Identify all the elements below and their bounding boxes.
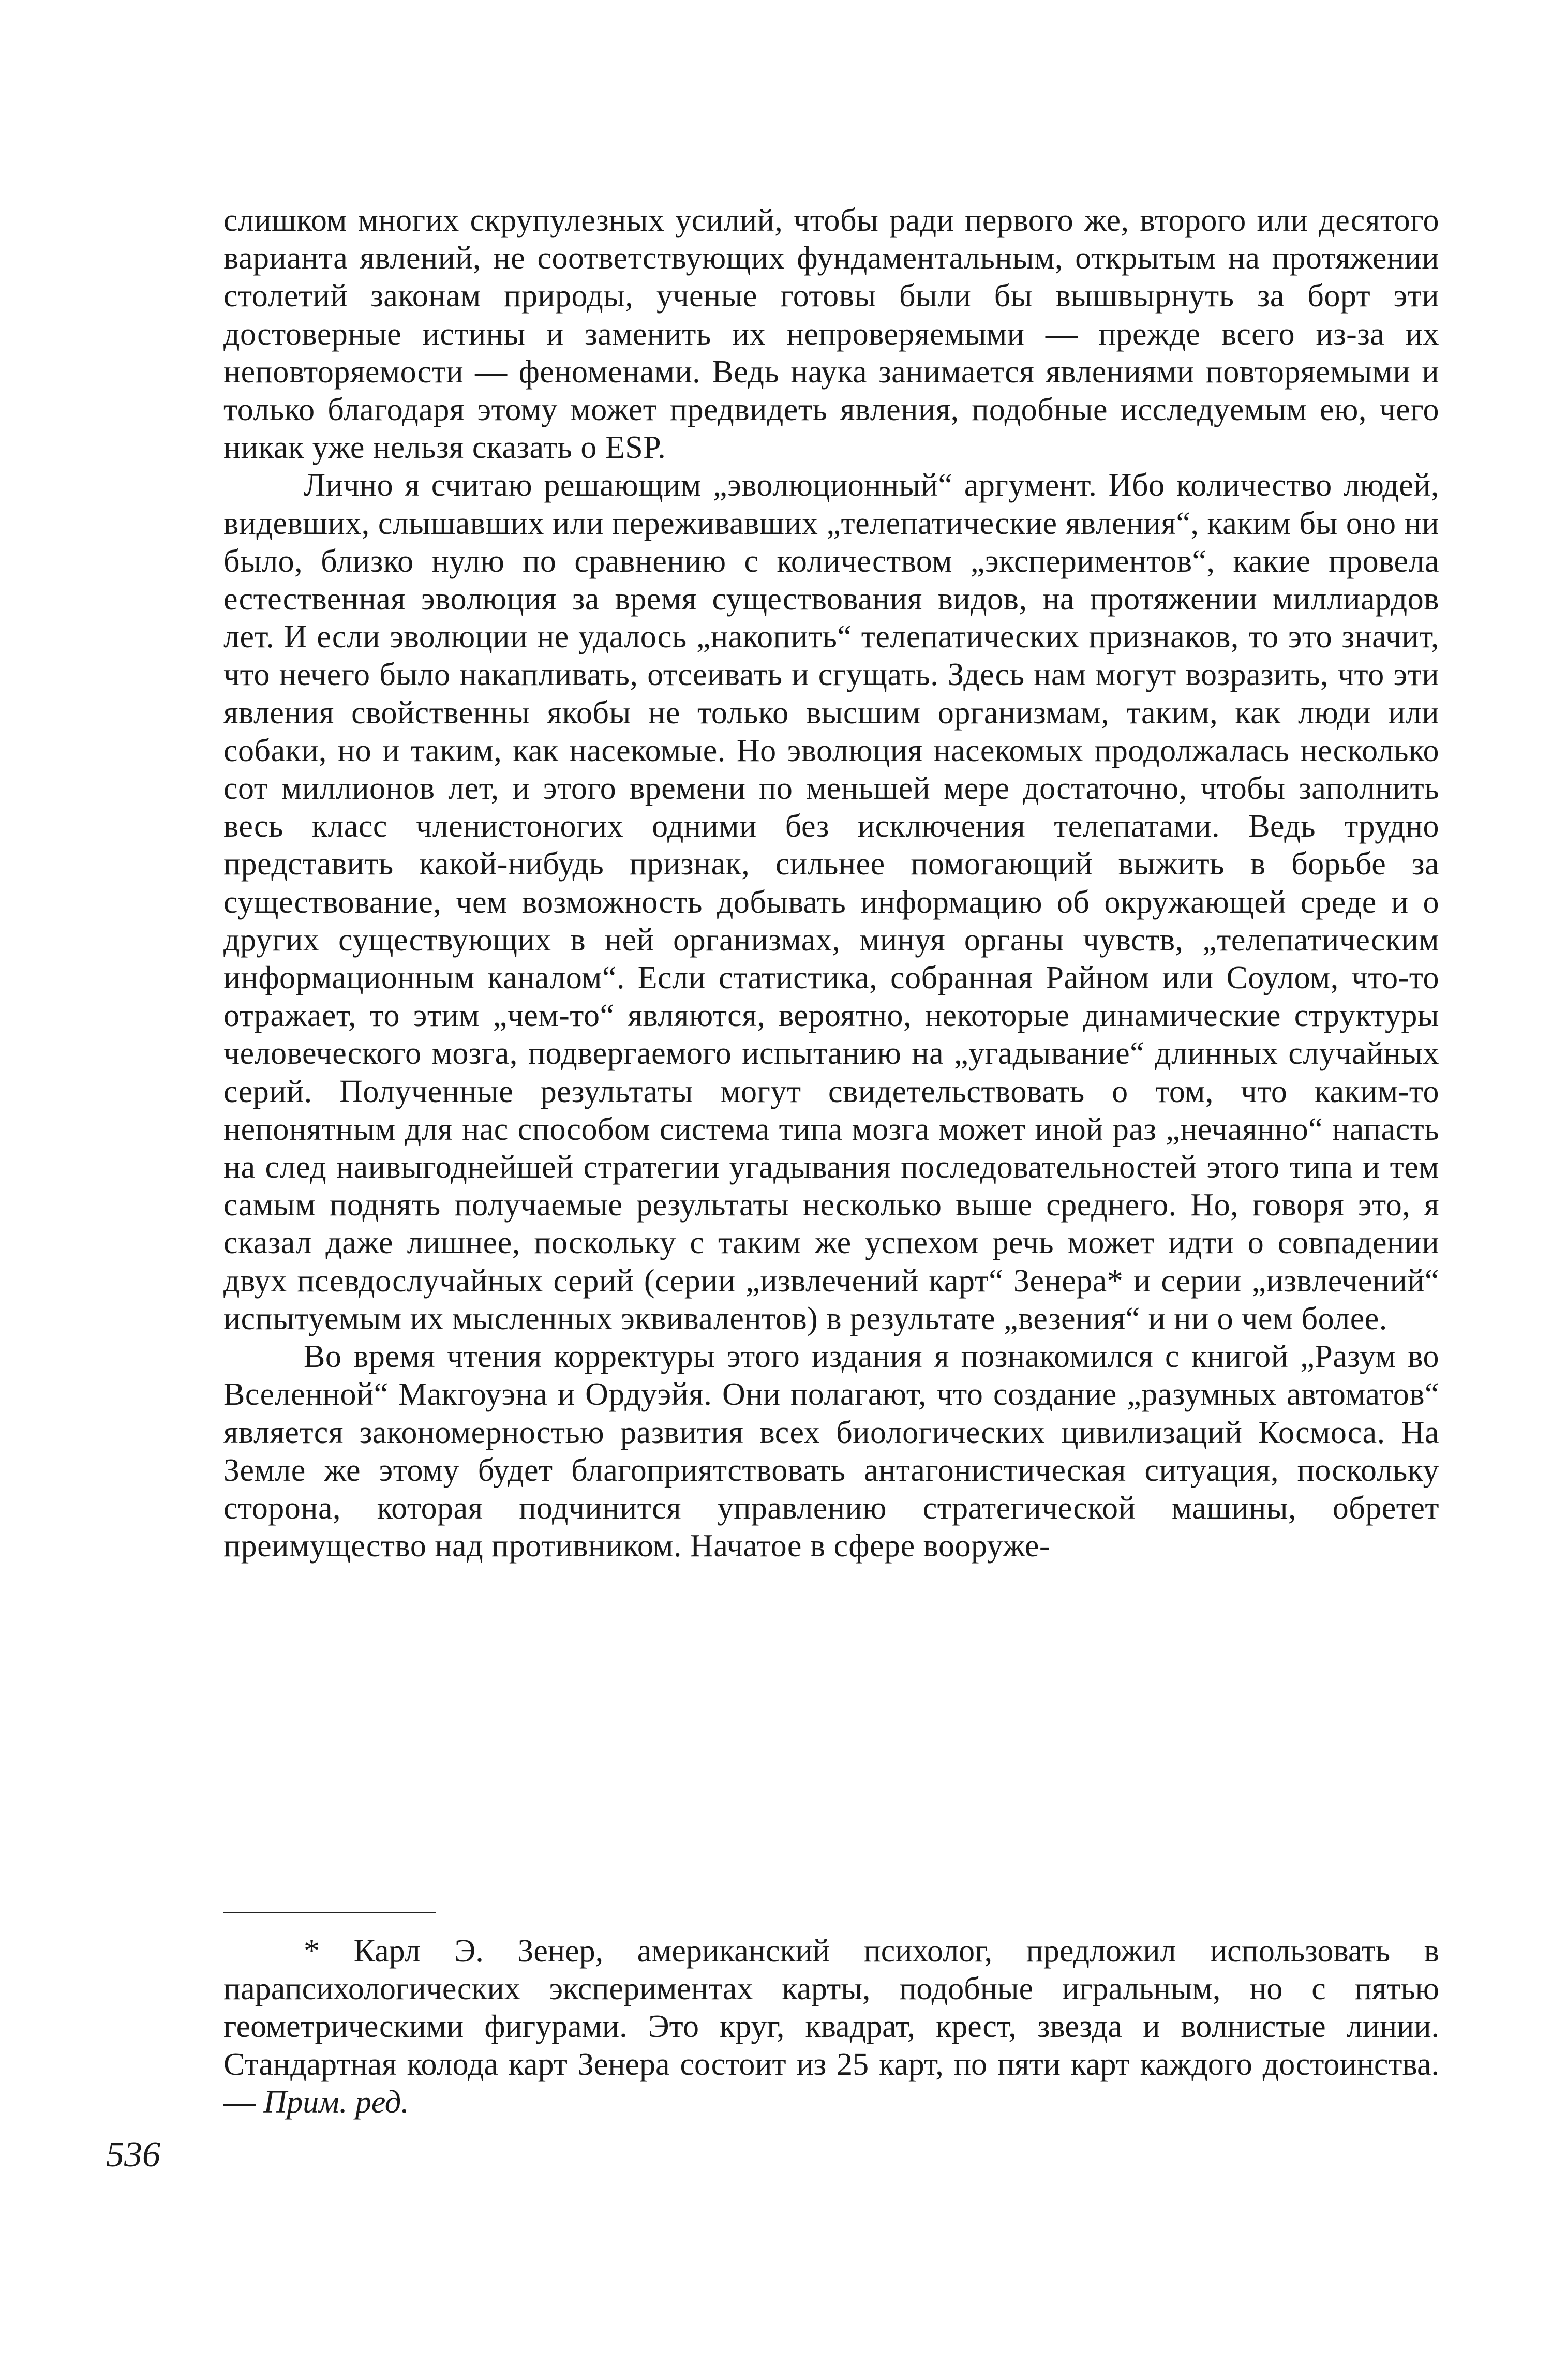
main-text <box>223 202 1439 1565</box>
page-number: 536 <box>106 2135 160 2175</box>
footnote-separator <box>223 1912 436 1913</box>
editor-note: Прим. ред. <box>263 2085 409 2120</box>
paragraph-evolution-argument: Лично я считаю решающим „эволюционный“ аргумент. Ибо количество людей, видевших, слышавших или переживавших „телепатические явления“, каким бы оно ни было, близко нулю по сравнению с количеством „экспериментов“, какие провела естественная эволюция за время существования видов, на протяжении миллиардов лет. И если эволюции не удалось „накопить“ телепатических признаков, то это значит, что нечего было накапливать, отсеивать и сгущать. Здесь нам могут возразить, что эти явления свойственны якобы не только высшим организмам, таким, как люди или собаки, но и таким, как насекомые. Но эволюция насекомых продолжалась несколько сот миллионов лет, и этого времени по меньшей мере достаточно, чтобы заполнить весь класс членистоногих одними без исключения телепатами. Ведь трудно представить какой-нибудь признак, сильнее помогающий выжить в борьбе за существование, чем возможность добывать информацию об окружающей среде и о других существующих в ней организмах, минуя органы чувств, „телепатическим информационным каналом“. Если статистика, собранная Райном или Соулом, что-то отражает, то этим „чем-то“ являются, вероятно, некоторые динамические структуры человеческого мозга, подвергаемого испытанию на „угадывание“ длинных случайных серий. Полученные результаты могут свидетельствовать о том, что каким-то непонятным для нас способом система типа мозга может иной раз „нечаянно“ напасть на след наивыгоднейшей стратегии угадывания последовательностей этого типа и тем самым поднять получаемые результаты несколько выше среднего. Но, говоря это, я сказал даже лишнее, поскольку с таким же успехом речь может идти о совпадении двух псевдослучайных серий (серии „извлечений карт“ Зенера* и серии „извлечений“ испытуемым их мысленных эквивалентов) в результате „везения“ и ни о чем более. <box>223 468 1439 1336</box>
footnote-text: * Карл Э. Зенер, американский психолог, предложил использовать в парапсихологических экспериментах карты, подобные игральным, но с пятью геометрическими фигурами. Это круг, квадрат, крест, звезда и волнистые линии. Стандартная колода карт Зенера состоит из 25 карт, по пяти карт каждого достоинства. — <box>223 1933 1439 2120</box>
footnote <box>223 1932 1439 2121</box>
paragraph-proofreading-note: Во время чтения корректуры этого издания я познакомился с книгой „Разум во Вселенной“ Макгоуэна и Ордуэйя. Они полагают, что создание „разумных автоматов“ является закономерностью развития всех биологических цивилизаций Космоса. На Земле же этому будет благоприятствовать антагонистическая ситуация, поскольку сторона, которая подчинится управлению стратегической машины, обретет преимущество над противником. Начатое в сфере вооруже- <box>223 1339 1439 1564</box>
paragraph-continued: слишком многих скрупулезных усилий, чтобы ради первого же, второго или десятого варианта явлений, не соответствующих фундаментальным, открытым на протяжении столетий законам природы, ученые готовы были бы вышвырнуть за борт эти достоверные истины и заменить их непроверяемыми — прежде всего из-за их неповторяемости — феноменами. Ведь наука занимается явлениями повторяемыми и только благодаря этому может предвидеть явления, подобные исследуемым ею, чего никак уже нельзя сказать о ESP. <box>223 203 1439 466</box>
